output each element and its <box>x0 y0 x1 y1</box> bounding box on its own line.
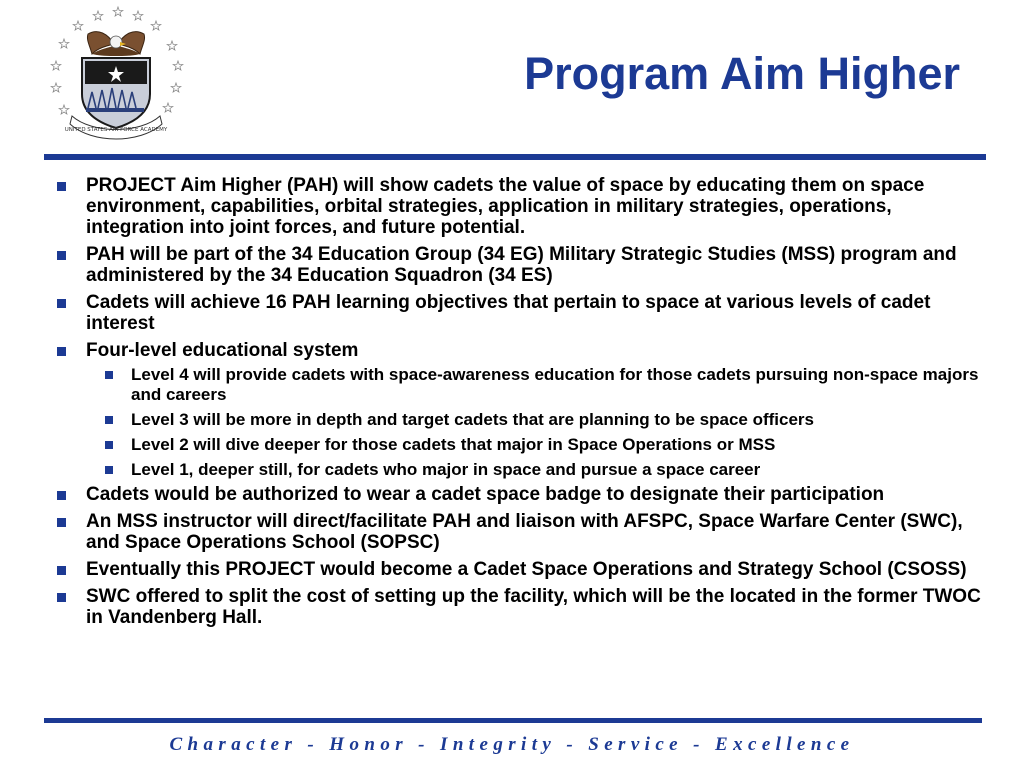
slide-title: Program Aim Higher <box>524 48 960 99</box>
top-divider <box>44 154 986 160</box>
emblem-ribbon-text: UNITED STATES AIR FORCE ACADEMY <box>64 127 168 133</box>
sub-bullet-item: Level 3 will be more in depth and target cadets that are planning to be space officers <box>86 410 991 430</box>
sub-bullet-item: Level 2 will dive deeper for those cadets that major in Space Operations or MSS <box>86 435 991 455</box>
bullet-item-levels <box>56 340 991 480</box>
bullet-item: PROJECT Aim Higher (PAH) will show cadets the value of space by educating them on space environment, capabilities, orbital strategies, application in military strategies, operations, integration into joint forces, and future potential. <box>56 175 991 238</box>
bullet-item: PAH will be part of the 34 Education Group (34 EG) Military Strategic Studies (MSS) program and administered by the 34 Education Squadron (34 ES) <box>56 244 991 286</box>
sub-bullet-item: Level 1, deeper still, for cadets who major in space and pursue a space career <box>86 460 991 480</box>
bullet-item: Cadets will achieve 16 PAH learning objectives that pertain to space at various levels of cadet interest <box>56 292 991 334</box>
core-values-footer: Character - Honor - Integrity - Service - Excellence <box>169 734 855 755</box>
bullet-item-text: Four-level educational system <box>86 340 359 361</box>
usafa-emblem-icon <box>40 4 190 152</box>
bullet-item: Cadets would be authorized to wear a cadet space badge to designate their participation <box>56 484 991 505</box>
bullet-list <box>56 175 991 634</box>
bullet-item: SWC offered to split the cost of setting up the facility, which will be the located in the former TWOC in Vandenberg Hall. <box>56 586 991 628</box>
bullet-item: An MSS instructor will direct/facilitate PAH and liaison with AFSPC, Space Warfare Center (SWC), and Space Operations School (SOPSC) <box>56 511 991 553</box>
sub-bullet-item: Level 4 will provide cadets with space-awareness education for those cadets pursuing non-space majors and careers <box>86 365 991 405</box>
bullet-item: Eventually this PROJECT would become a Cadet Space Operations and Strategy School (CSOSS) <box>56 559 991 580</box>
bottom-divider <box>44 718 982 723</box>
sub-bullet-list <box>86 365 991 480</box>
